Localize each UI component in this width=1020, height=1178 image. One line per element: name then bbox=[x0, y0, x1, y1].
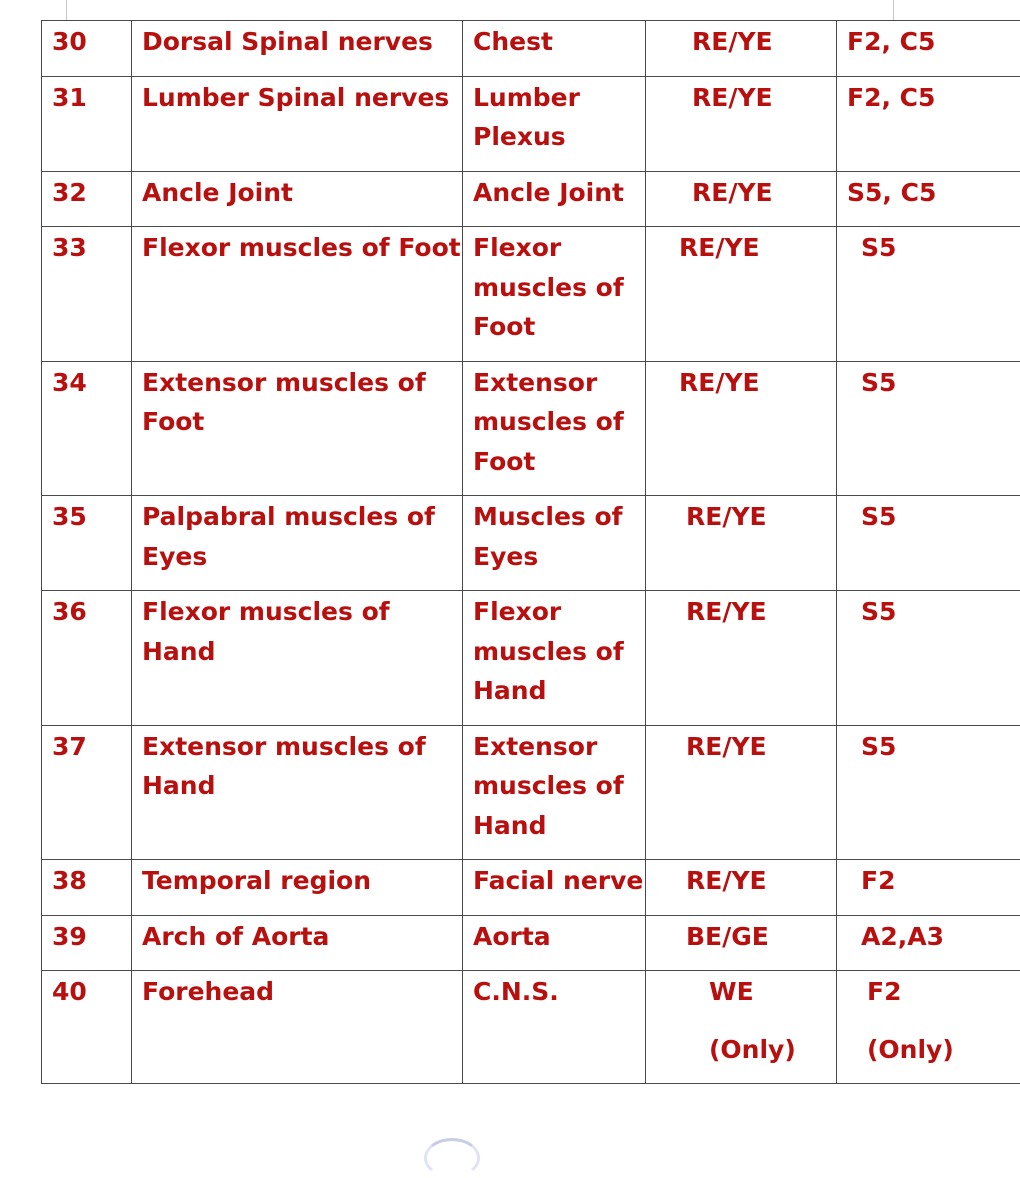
relation-cell: Flexor muscles of Foot bbox=[463, 227, 646, 362]
point-code-cell bbox=[837, 21, 1020, 77]
organ-cell: Dorsal Spinal nerves bbox=[132, 21, 463, 77]
color-code-text: WE bbox=[709, 972, 836, 1012]
relation-cell: Chest bbox=[463, 21, 646, 77]
point-code-text: F2 bbox=[861, 861, 1020, 901]
table-row bbox=[42, 971, 1020, 1084]
row-number-cell: 31 bbox=[42, 76, 132, 171]
point-code-text: S5, C5 bbox=[847, 173, 1020, 213]
color-code-text: RE/YE bbox=[692, 22, 836, 62]
color-code-text: BE/GE bbox=[686, 917, 836, 957]
color-code-cell bbox=[646, 21, 837, 77]
point-code-text: (Only) bbox=[867, 1030, 1020, 1070]
color-code-text: RE/YE bbox=[686, 592, 836, 632]
point-code-text: F2, C5 bbox=[847, 78, 1020, 118]
relation-cell: Muscles of Eyes bbox=[463, 496, 646, 591]
ruler-guide-left bbox=[66, 0, 67, 20]
row-number-cell: 37 bbox=[42, 725, 132, 860]
organ-cell: Palpabral muscles of Eyes bbox=[132, 496, 463, 591]
table-row bbox=[42, 915, 1020, 971]
scroll-indicator-icon bbox=[424, 1138, 480, 1178]
color-code-cell bbox=[646, 725, 837, 860]
row-number-cell: 36 bbox=[42, 591, 132, 726]
organ-cell: Extensor muscles of Foot bbox=[132, 361, 463, 496]
row-number-cell: 38 bbox=[42, 860, 132, 916]
table-body bbox=[42, 21, 1020, 1084]
point-code-text: S5 bbox=[861, 228, 1020, 268]
color-code-cell bbox=[646, 171, 837, 227]
organ-cell: Temporal region bbox=[132, 860, 463, 916]
point-code-text: S5 bbox=[861, 363, 1020, 403]
relation-cell: Flexor muscles of Hand bbox=[463, 591, 646, 726]
organ-cell: Flexor muscles of Foot bbox=[132, 227, 463, 362]
row-number-cell: 33 bbox=[42, 227, 132, 362]
point-code-text: F2 bbox=[867, 972, 1020, 1012]
organ-cell: Ancle Joint bbox=[132, 171, 463, 227]
color-code-cell bbox=[646, 361, 837, 496]
relation-cell: Aorta bbox=[463, 915, 646, 971]
color-code-cell bbox=[646, 860, 837, 916]
table-row bbox=[42, 361, 1020, 496]
color-code-cell bbox=[646, 496, 837, 591]
point-code-cell bbox=[837, 171, 1020, 227]
color-code-cell bbox=[646, 915, 837, 971]
color-code-cell bbox=[646, 76, 837, 171]
point-code-cell bbox=[837, 971, 1020, 1084]
organ-cell: Forehead bbox=[132, 971, 463, 1084]
point-code-cell bbox=[837, 725, 1020, 860]
point-code-cell bbox=[837, 591, 1020, 726]
color-code-cell bbox=[646, 227, 837, 362]
organ-cell: Extensor muscles of Hand bbox=[132, 725, 463, 860]
relation-cell: C.N.S. bbox=[463, 971, 646, 1084]
point-code-cell bbox=[837, 915, 1020, 971]
row-number-cell: 35 bbox=[42, 496, 132, 591]
color-code-text: RE/YE bbox=[692, 78, 836, 118]
relation-cell: Ancle Joint bbox=[463, 171, 646, 227]
relation-cell: Extensor muscles of Hand bbox=[463, 725, 646, 860]
point-code-text: A2,A3 bbox=[861, 917, 1020, 957]
point-code-cell bbox=[837, 361, 1020, 496]
row-number-cell: 32 bbox=[42, 171, 132, 227]
point-code-cell bbox=[837, 76, 1020, 171]
color-code-cell bbox=[646, 591, 837, 726]
point-code-cell bbox=[837, 860, 1020, 916]
color-code-text: RE/YE bbox=[686, 727, 836, 767]
table-row bbox=[42, 591, 1020, 726]
color-code-cell bbox=[646, 971, 837, 1084]
row-number-cell: 30 bbox=[42, 21, 132, 77]
point-code-text: S5 bbox=[861, 592, 1020, 632]
ruler-guide-right bbox=[893, 0, 894, 20]
color-code-text: RE/YE bbox=[686, 497, 836, 537]
color-code-text: RE/YE bbox=[686, 861, 836, 901]
row-number-cell: 34 bbox=[42, 361, 132, 496]
organ-cell: Arch of Aorta bbox=[132, 915, 463, 971]
table-row bbox=[42, 227, 1020, 362]
point-code-cell bbox=[837, 496, 1020, 591]
organ-cell: Lumber Spinal nerves bbox=[132, 76, 463, 171]
point-code-cell bbox=[837, 227, 1020, 362]
table-row bbox=[42, 21, 1020, 77]
color-code-text: RE/YE bbox=[692, 173, 836, 213]
document-table bbox=[41, 20, 1020, 1084]
row-number-cell: 39 bbox=[42, 915, 132, 971]
point-code-text: S5 bbox=[861, 497, 1020, 537]
point-code-text: S5 bbox=[861, 727, 1020, 767]
table-row bbox=[42, 860, 1020, 916]
point-code-text: F2, C5 bbox=[847, 22, 1020, 62]
color-code-text: RE/YE bbox=[679, 363, 836, 403]
relation-cell: Extensor muscles of Foot bbox=[463, 361, 646, 496]
relation-cell: Lumber Plexus bbox=[463, 76, 646, 171]
table-row bbox=[42, 725, 1020, 860]
table-row bbox=[42, 496, 1020, 591]
color-code-text: RE/YE bbox=[679, 228, 836, 268]
color-code-text: (Only) bbox=[709, 1030, 836, 1070]
table-row bbox=[42, 171, 1020, 227]
organ-cell: Flexor muscles of Hand bbox=[132, 591, 463, 726]
relation-cell: Facial nerve bbox=[463, 860, 646, 916]
row-number-cell: 40 bbox=[42, 971, 132, 1084]
table-row bbox=[42, 76, 1020, 171]
